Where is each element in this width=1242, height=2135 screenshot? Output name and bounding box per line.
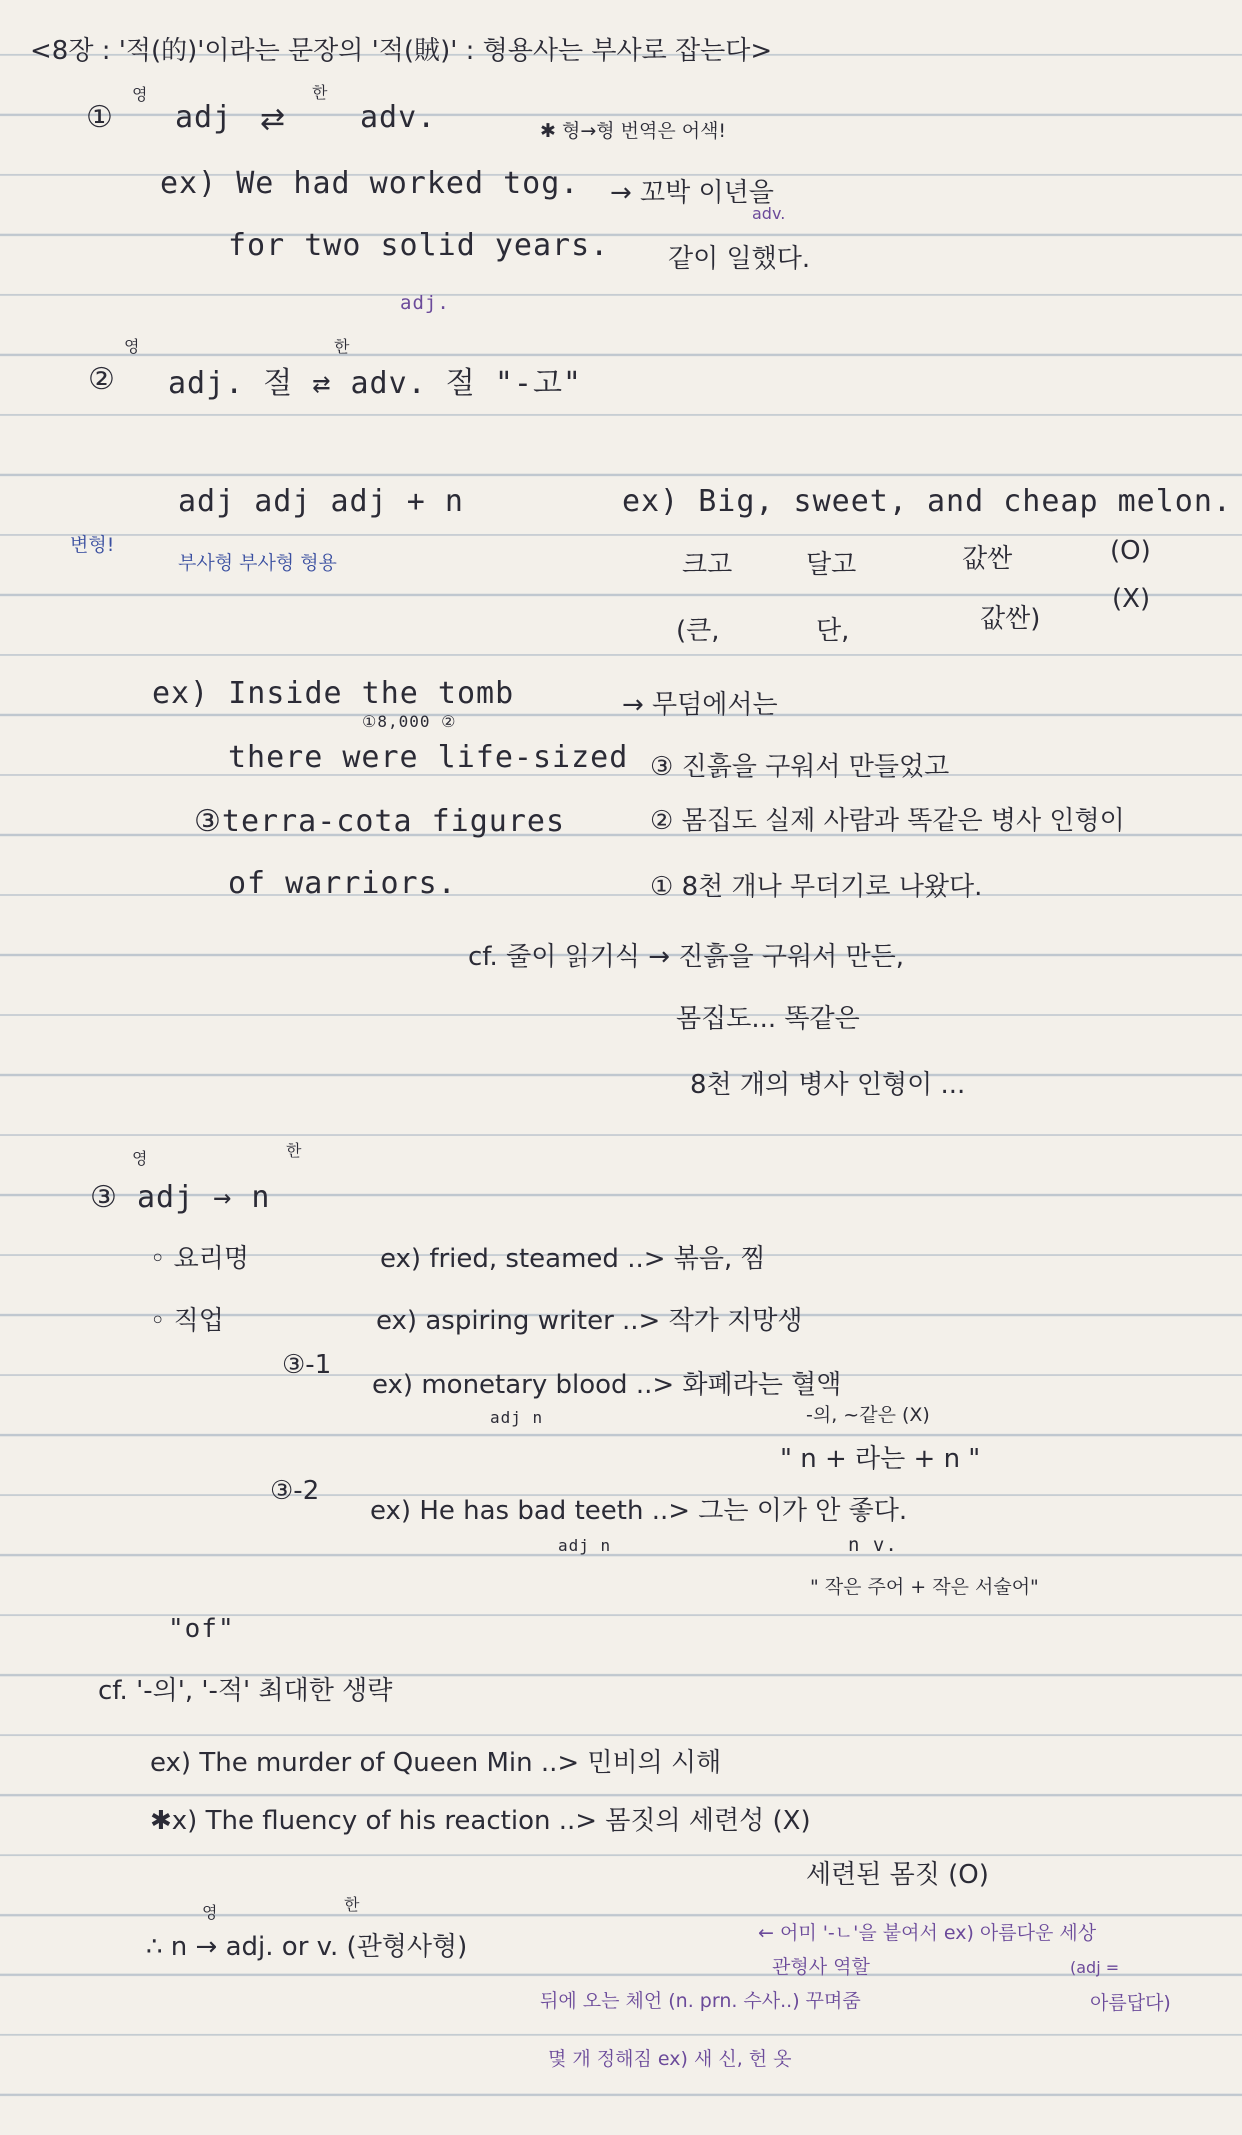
kor-mark: 한: [344, 1895, 360, 1914]
subsection-number: ③-1: [282, 1350, 332, 1380]
korean-translation: ① 8천 개나 무더기로 나왔다.: [650, 872, 983, 902]
kor-mark: 한: [334, 337, 350, 356]
category-label: ◦ 요리명: [150, 1244, 249, 1274]
section-heading: ③ adj → n: [90, 1180, 271, 1215]
example-line: ✱x) The fluency of his reaction ..> 몸짓의 세련성 (X): [150, 1806, 811, 1836]
korean-translation: → 꼬박 이년을: [610, 178, 774, 208]
korean-word: 값싼): [980, 604, 1041, 634]
pos-annotation: adj n: [558, 1536, 612, 1555]
pattern-line: adj adj adj + n: [178, 484, 464, 519]
comparison-note: cf. 줄이 읽기식 → 진흙을 구워서 만든,: [468, 942, 904, 972]
explanation: 몇 개 정해짐 ex) 새 신, 헌 옷: [548, 2048, 792, 2070]
adj-note: 아름답다): [1090, 1992, 1171, 2014]
example-line: ex) fried, steamed ..> 볶음, 찜: [380, 1244, 766, 1274]
section-number: ①: [86, 100, 113, 135]
eng-mark: 영: [132, 85, 148, 104]
of-label: "of": [168, 1614, 235, 1644]
comparison-note: 8천 개의 병사 인형이 ...: [690, 1070, 966, 1100]
korean-word: 값싼: [962, 544, 1013, 574]
rule-note: 관형사 역할: [772, 1956, 870, 1978]
example-line: ex) He has bad teeth ..> 그는 이가 안 좋다.: [370, 1496, 908, 1526]
example-line: ex) We had worked tog.: [160, 166, 580, 201]
example-line: for two solid years.: [228, 228, 610, 263]
adj-label: adj: [175, 100, 233, 135]
pos-annotation: adj n: [490, 1408, 544, 1427]
section-number: ②: [88, 362, 115, 397]
korean-translation: → 무덤에서는: [622, 690, 778, 720]
side-note: 변형!: [70, 534, 115, 556]
pos-annotation: n v.: [848, 1534, 898, 1556]
korean-translation: 같이 일했다.: [668, 244, 811, 274]
rule-line: adj. 절 ⇄ adv. 절 "-고": [168, 366, 582, 401]
eng-mark: 영: [202, 1903, 218, 1922]
comparison-note: cf. '-의', '-적' 최대한 생략: [98, 1676, 393, 1706]
adv-label: adv.: [360, 100, 437, 135]
adv-annotation: adv.: [752, 204, 786, 223]
note: -의, ~같은 (X): [806, 1404, 930, 1426]
korean-translation: ③ 진흙을 구워서 만들었고: [650, 752, 950, 782]
korean-translation: ② 몸집도 실제 사람과 똑같은 병사 인형이: [650, 806, 1125, 836]
note: ✱ 형→형 번역은 어색!: [540, 120, 727, 142]
explanation: 뒤에 오는 체언 (n. prn. 수사..) 꾸며줌: [540, 1990, 861, 2012]
example-line: 세련된 몸짓 (O): [806, 1860, 989, 1890]
example-line: ex) The murder of Queen Min ..> 민비의 시해: [150, 1748, 722, 1778]
korean-word: 달고: [806, 550, 857, 580]
example-line: there were life-sized: [228, 740, 629, 775]
pattern-note: " n + 라는 + n ": [780, 1444, 981, 1474]
example-line: of warriors.: [228, 866, 457, 901]
kor-mark: 한: [286, 1141, 302, 1160]
korean-word: 단,: [816, 616, 850, 646]
example-line: ③terra-cota figures: [194, 804, 566, 839]
adj-note: (adj =: [1070, 1958, 1120, 1977]
category-label: ◦ 직업: [150, 1306, 224, 1336]
rule-line: ∴ n → adj. or v. (관형사형): [146, 1932, 468, 1962]
pattern-labels: 부사형 부사형 형용: [178, 552, 337, 574]
comparison-note: 몸집도... 똑같은: [676, 1004, 860, 1034]
korean-word: 크고: [682, 550, 733, 580]
wrong-mark: (X): [1112, 584, 1151, 614]
rule-note: ← 어미 '-ㄴ'을 붙여서 ex) 아름다운 세상: [758, 1922, 1097, 1944]
example-line: ex) Inside the tomb: [152, 676, 515, 711]
order-annotation: ①8,000 ②: [362, 712, 457, 731]
pattern-note: " 작은 주어 + 작은 서술어": [810, 1576, 1039, 1598]
adj-annotation: adj.: [400, 292, 450, 314]
korean-word: (큰,: [676, 616, 720, 646]
kor-mark: 한: [312, 83, 328, 102]
subsection-number: ③-2: [270, 1476, 320, 1506]
correct-mark: (O): [1110, 536, 1151, 566]
example-line: ex) aspiring writer ..> 작가 지망생: [376, 1306, 803, 1336]
chapter-heading: <8장 : '적(的)'이라는 문장의 '적(賊)' : 형용사는 부사로 잡는다>: [30, 36, 773, 66]
example-line: ex) monetary blood ..> 화폐라는 혈액: [372, 1370, 842, 1400]
eng-mark: 영: [132, 1149, 148, 1168]
eng-mark: 영: [124, 337, 140, 356]
example-line: ex) Big, sweet, and cheap melon.: [622, 484, 1232, 519]
bidirectional-arrow-icon: ⇄: [260, 102, 286, 137]
